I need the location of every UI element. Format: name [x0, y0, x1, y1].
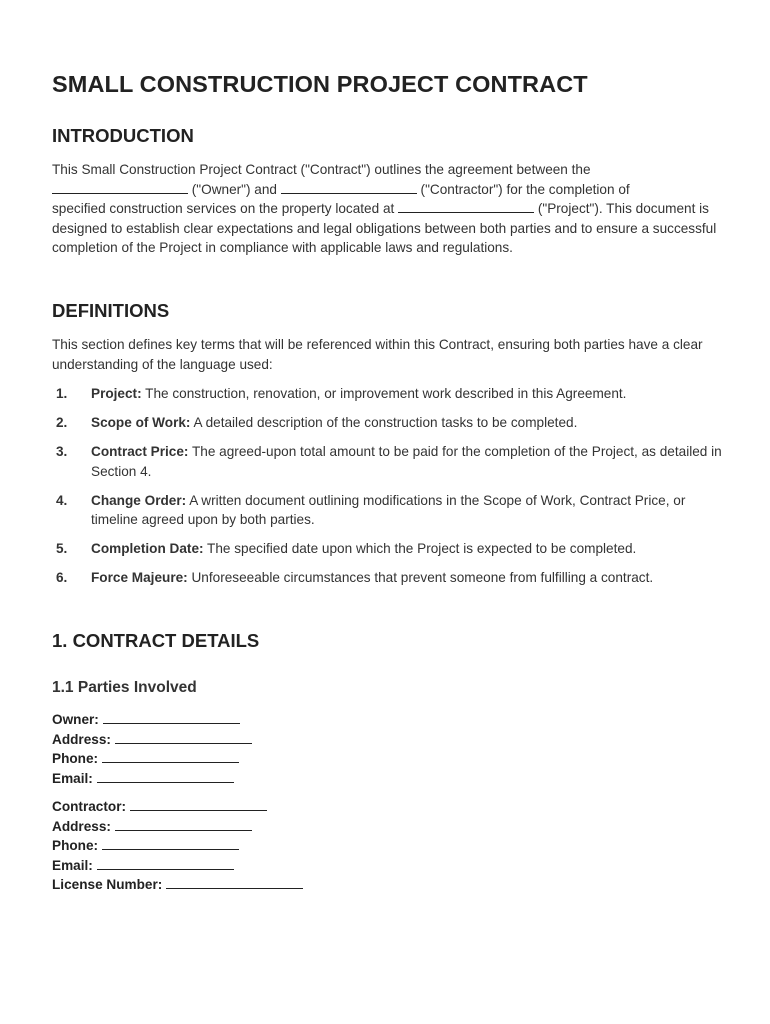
field-label: Phone:: [52, 838, 99, 853]
field-label: Address:: [52, 818, 111, 834]
intro-text-3: ("Contractor") for the completion of: [420, 181, 630, 197]
definition-text: The specified date upon which the Project is expected to be completed.: [203, 541, 637, 556]
owner-phone-row: [52, 749, 252, 769]
field-label: Phone:: [52, 751, 99, 766]
document-title: SMALL CONSTRUCTION PROJECT CONTRACT: [52, 71, 588, 97]
owner-email-field[interactable]: [97, 771, 234, 783]
property-address-blank[interactable]: [398, 201, 534, 213]
definitions-intro: This section defines key terms that will be referenced within this Contract, ensuring both parties have a clear understanding of the language used:: [52, 337, 703, 372]
introduction-heading: INTRODUCTION: [52, 125, 194, 146]
definition-text: The agreed-upon total amount to be paid for the completion of the Project, as detailed in Section 4.: [91, 444, 722, 479]
definition-number: 5.: [56, 541, 68, 556]
definition-item: [52, 539, 722, 559]
intro-text-2: ("Owner") and: [191, 181, 277, 197]
definition-text: A written document outlining modifications in the Scope of Work, Contract Price, or timeline agreed upon by both parties.: [91, 492, 686, 527]
contractor-phone-field[interactable]: [102, 838, 239, 850]
contractor-name-field[interactable]: [130, 799, 267, 811]
definition-term: Force Majeure:: [91, 570, 188, 585]
definitions-list: [52, 384, 722, 588]
definition-text: A detailed description of the construction tasks to be completed.: [190, 415, 578, 430]
owner-email-row: [52, 769, 252, 789]
definition-item: [52, 413, 722, 433]
owner-phone-field[interactable]: [102, 751, 239, 763]
contractor-name-blank[interactable]: [281, 182, 417, 194]
field-label: License Number:: [52, 877, 163, 892]
definition-number: 4.: [56, 492, 68, 508]
contractor-license-row: [52, 875, 303, 895]
definition-term: Contract Price:: [91, 444, 189, 459]
intro-text-4: specified construction services on the property located at: [52, 201, 395, 216]
definitions-heading: DEFINITIONS: [52, 300, 170, 321]
owner-address-field[interactable]: [115, 732, 252, 744]
definition-item: [52, 568, 722, 588]
contractor-field-row: [52, 797, 303, 817]
definition-term: Project:: [91, 386, 142, 401]
intro-text-6: document is designed to establish clear expectations and legal obligations between both parties and to ensure a successful completion of the Project in compliance with applicable laws and regulations.: [52, 201, 717, 255]
definition-item: [52, 491, 722, 530]
definition-text: The construction, renovation, or improvement work described in this Agreement.: [141, 386, 627, 401]
owner-address-row: [52, 730, 252, 750]
owner-field-row: [52, 710, 252, 730]
owner-name-field[interactable]: [103, 712, 240, 724]
contractor-address-row: [52, 817, 303, 837]
definition-term: Scope of Work:: [91, 415, 191, 430]
definition-term: Completion Date:: [91, 541, 204, 556]
definition-number: 2.: [56, 415, 68, 430]
contractor-license-field[interactable]: [166, 877, 303, 889]
intro-text-1: This Small Construction Project Contract ("Contract") outlines the agreement between the: [52, 162, 591, 177]
parties-involved-heading: 1.1 Parties Involved: [52, 679, 197, 696]
introduction-paragraph: [52, 160, 722, 258]
contractor-email-field[interactable]: [97, 858, 234, 870]
contractor-fields: [52, 797, 303, 895]
owner-fields: [52, 710, 252, 788]
contract-details-heading: 1. CONTRACT DETAILS: [52, 630, 260, 651]
definition-number: 6.: [56, 570, 68, 585]
definition-number: 1.: [56, 386, 68, 401]
definition-item: [52, 384, 722, 404]
field-label: Address:: [52, 731, 111, 747]
contractor-email-row: [52, 856, 303, 876]
contractor-address-field[interactable]: [115, 819, 252, 831]
field-label: Owner:: [52, 712, 99, 727]
intro-text-5: ("Project"). This: [537, 201, 632, 216]
field-label: Contractor:: [52, 799, 127, 814]
owner-name-blank[interactable]: [52, 182, 188, 194]
definition-term: Change Order:: [91, 492, 187, 508]
field-label: Email:: [52, 857, 93, 873]
definition-item: [52, 442, 722, 481]
definition-number: 3.: [56, 444, 68, 459]
definition-text: Unforeseeable circumstances that prevent someone from fulfilling a contract.: [187, 570, 654, 585]
field-label: Email:: [52, 770, 93, 786]
contractor-phone-row: [52, 836, 303, 856]
